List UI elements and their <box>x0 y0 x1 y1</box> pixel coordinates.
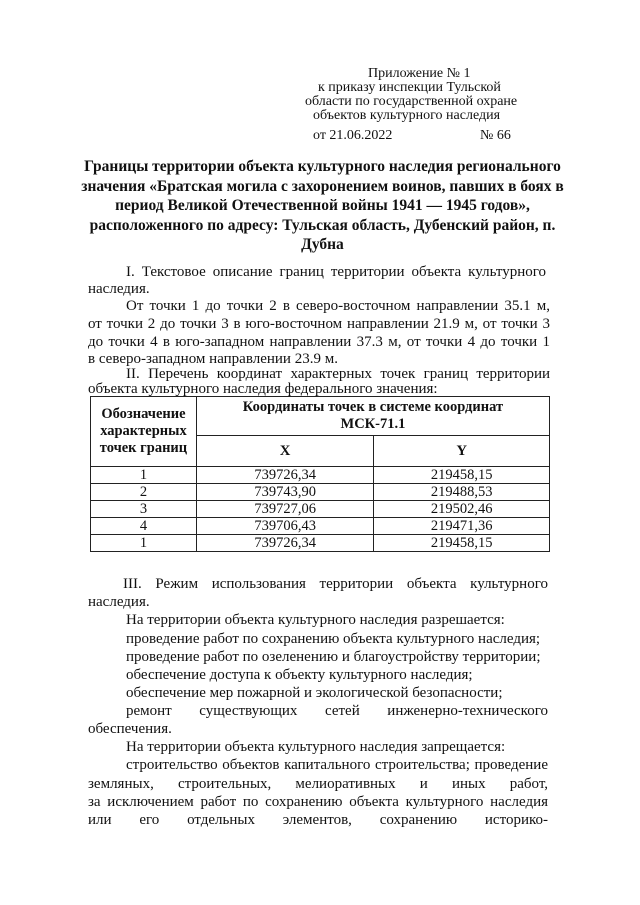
y-cell: 219502,46 <box>374 501 550 518</box>
x-header: X <box>196 436 374 467</box>
point-cell: 1 <box>91 535 197 552</box>
section1-para-line4: в северо-западном направлении 23.9 м. <box>88 351 338 367</box>
forbidden-line: или его отдельных элементов, сохранению историко- <box>88 812 548 828</box>
point-cell: 3 <box>91 501 197 518</box>
allowed-item: проведение работ по озеленению и благоустройству территории; <box>126 649 541 665</box>
order-date: от 21.06.2022 <box>313 128 393 143</box>
allowed-item: проведение работ по сохранению объекта культурного наследия; <box>126 631 541 647</box>
inspection-line: области по государственной охране <box>305 94 518 109</box>
y-header: Y <box>374 436 550 467</box>
forbidden-line: земляных, строительных, мелиоративных и иных работ, <box>88 776 548 792</box>
point-cell: 2 <box>91 484 197 501</box>
coordinates-table <box>90 396 550 552</box>
point-cell: 1 <box>91 467 197 484</box>
x-cell: 739727,06 <box>196 501 374 518</box>
y-cell: 219458,15 <box>374 535 550 552</box>
section2-heading-cont: объекта культурного наследия федерального значения: <box>88 381 438 397</box>
table-row <box>91 501 550 518</box>
x-cell: 739706,43 <box>196 518 374 535</box>
order-number: № 66 <box>480 128 511 143</box>
forbidden-line: за исключением работ по сохранению объекта культурного наследия <box>88 794 548 810</box>
section1-para-line2: от точки 2 до точки 3 в юго-восточном направлении 21.9 м, от точки 3 <box>88 316 550 332</box>
x-cell: 739743,90 <box>196 484 374 501</box>
section3-heading-cont: наследия. <box>88 594 150 610</box>
y-cell: 219471,36 <box>374 518 550 535</box>
allowed-intro: На территории объекта культурного наследия разрешается: <box>126 612 505 628</box>
x-cell: 739726,34 <box>196 535 374 552</box>
heritage-line: объектов культурного наследия <box>313 108 501 123</box>
table-row <box>91 518 550 535</box>
table-row <box>91 535 550 552</box>
allowed-item: ремонт существующих сетей инженерно-технического <box>126 703 548 719</box>
allowed-item: обеспечение доступа к объекту культурного наследия; <box>126 667 473 683</box>
point-cell: 4 <box>91 518 197 535</box>
section2-heading: II. Перечень координат характерных точек границ территории <box>126 366 550 382</box>
section3-heading: III. Режим использования территории объекта культурного <box>123 576 548 592</box>
section1-heading: I. Текстовое описание границ территории объекта культурного <box>126 264 546 280</box>
section1-para-line1: От точки 1 до точки 2 в северо-восточном направлении 35.1 м, <box>126 298 550 314</box>
forbidden-intro: На территории объекта культурного наследия запрещается: <box>126 739 506 755</box>
order-line: к приказу инспекции Тульской <box>318 80 501 95</box>
document-title: Границы территории объекта культурного наследия регионального значения «Братская могила с захоронением воинов, павших в боях в период Великой Отечественной войны 1941 — 1945 годов», расположенного по адресу: Тульская область, Дубенский район, п. Дубна <box>81 158 564 253</box>
allowed-item: обеспечение мер пожарной и экологической безопасности; <box>126 685 503 701</box>
y-cell: 219488,53 <box>374 484 550 501</box>
x-cell: 739726,34 <box>196 467 374 484</box>
point-header: Обозначение характерных точек границ <box>91 397 197 467</box>
appendix-title: Приложение № 1 <box>368 66 471 81</box>
section1-heading-cont: наследия. <box>88 281 150 297</box>
y-cell: 219458,15 <box>374 467 550 484</box>
section1-para-line3: до точки 4 в юго-западном направлении 37.3 м, от точки 4 до точки 1 <box>88 334 550 350</box>
table-row <box>91 484 550 501</box>
table-row <box>91 467 550 484</box>
forbidden-line: строительство объектов капитального строительства; проведение <box>126 757 548 773</box>
coords-header: Координаты точек в системе координат МСК-71.1 <box>196 397 549 436</box>
allowed-item-cont: обеспечения. <box>88 721 172 737</box>
